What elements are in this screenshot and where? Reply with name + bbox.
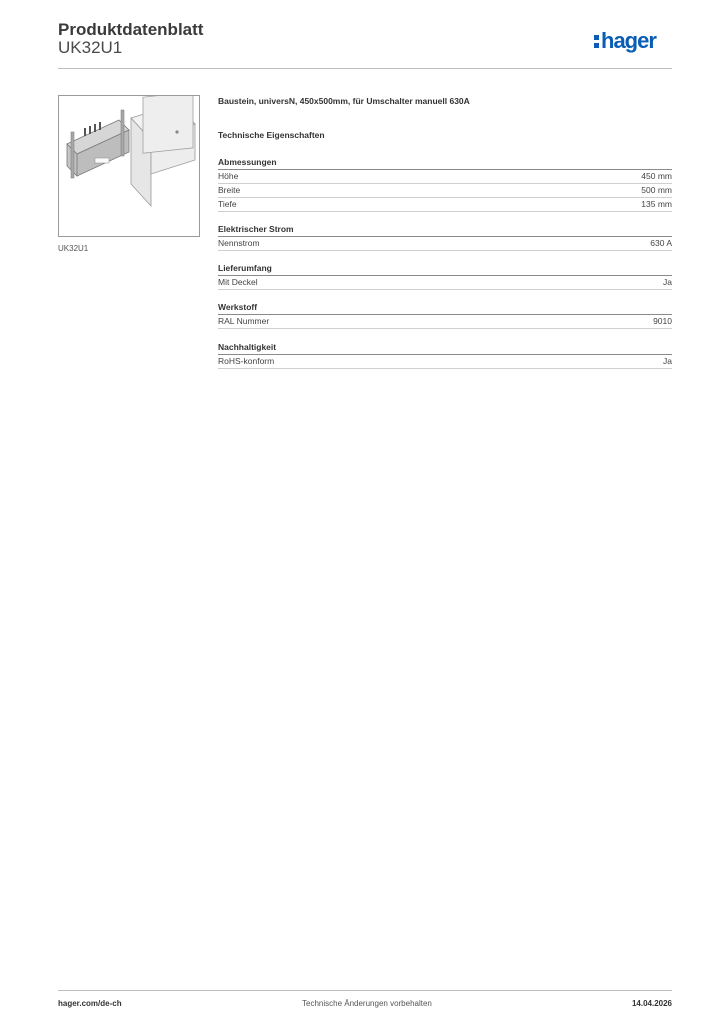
spec-label: Tiefe bbox=[218, 199, 237, 209]
hager-logo bbox=[593, 26, 675, 58]
spec-row bbox=[218, 237, 672, 251]
spec-label: RoHS-konform bbox=[218, 356, 275, 366]
spec-group-title: Abmessungen bbox=[218, 156, 672, 170]
spec-group-title: Nachhaltigkeit bbox=[218, 341, 672, 355]
spec-label: Mit Deckel bbox=[218, 277, 258, 287]
spec-row bbox=[218, 315, 672, 329]
product-description: Baustein, universN, 450x500mm, für Umschalter manuell 630A bbox=[218, 96, 470, 106]
spec-group-title: Elektrischer Strom bbox=[218, 223, 672, 237]
spec-value: 9010 bbox=[653, 316, 672, 326]
spec-group-delivery bbox=[218, 262, 672, 290]
spec-group-title: Lieferumfang bbox=[218, 262, 672, 276]
spec-label: Nennstrom bbox=[218, 238, 260, 248]
spec-row bbox=[218, 198, 672, 212]
spec-row bbox=[218, 184, 672, 198]
spec-group-electrical bbox=[218, 223, 672, 251]
spec-value: 630 A bbox=[650, 238, 672, 248]
spec-value: 500 mm bbox=[641, 185, 672, 195]
footer-website-link[interactable]: hager.com/de-ch bbox=[58, 999, 122, 1008]
spec-value: Ja bbox=[663, 277, 672, 287]
spec-group-dimensions bbox=[218, 156, 672, 212]
logo-text: hager bbox=[601, 28, 656, 53]
spec-row bbox=[218, 276, 672, 290]
footer-notice: Technische Änderungen vorbehalten bbox=[302, 999, 432, 1008]
spec-value: 135 mm bbox=[641, 199, 672, 209]
spec-label: RAL Nummer bbox=[218, 316, 270, 326]
product-code: UK32U1 bbox=[58, 38, 123, 57]
page-title: Produktdatenblatt bbox=[58, 20, 204, 39]
spec-value: Ja bbox=[663, 356, 672, 366]
spec-group-title: Werkstoff bbox=[218, 301, 672, 315]
product-image-drawing bbox=[59, 96, 199, 236]
image-caption: UK32U1 bbox=[58, 244, 89, 253]
spec-group-sustainability bbox=[218, 341, 672, 369]
header-divider bbox=[58, 68, 672, 69]
spec-value: 450 mm bbox=[641, 171, 672, 181]
spec-label: Höhe bbox=[218, 171, 239, 181]
spec-label: Breite bbox=[218, 185, 241, 195]
spec-group-material bbox=[218, 301, 672, 329]
spec-row bbox=[218, 355, 672, 369]
product-image bbox=[58, 95, 200, 237]
spec-row bbox=[218, 170, 672, 184]
specs-section-title: Technische Eigenschaften bbox=[218, 130, 325, 140]
footer-date: 14.04.2026 bbox=[631, 999, 672, 1008]
footer-divider bbox=[58, 990, 672, 991]
